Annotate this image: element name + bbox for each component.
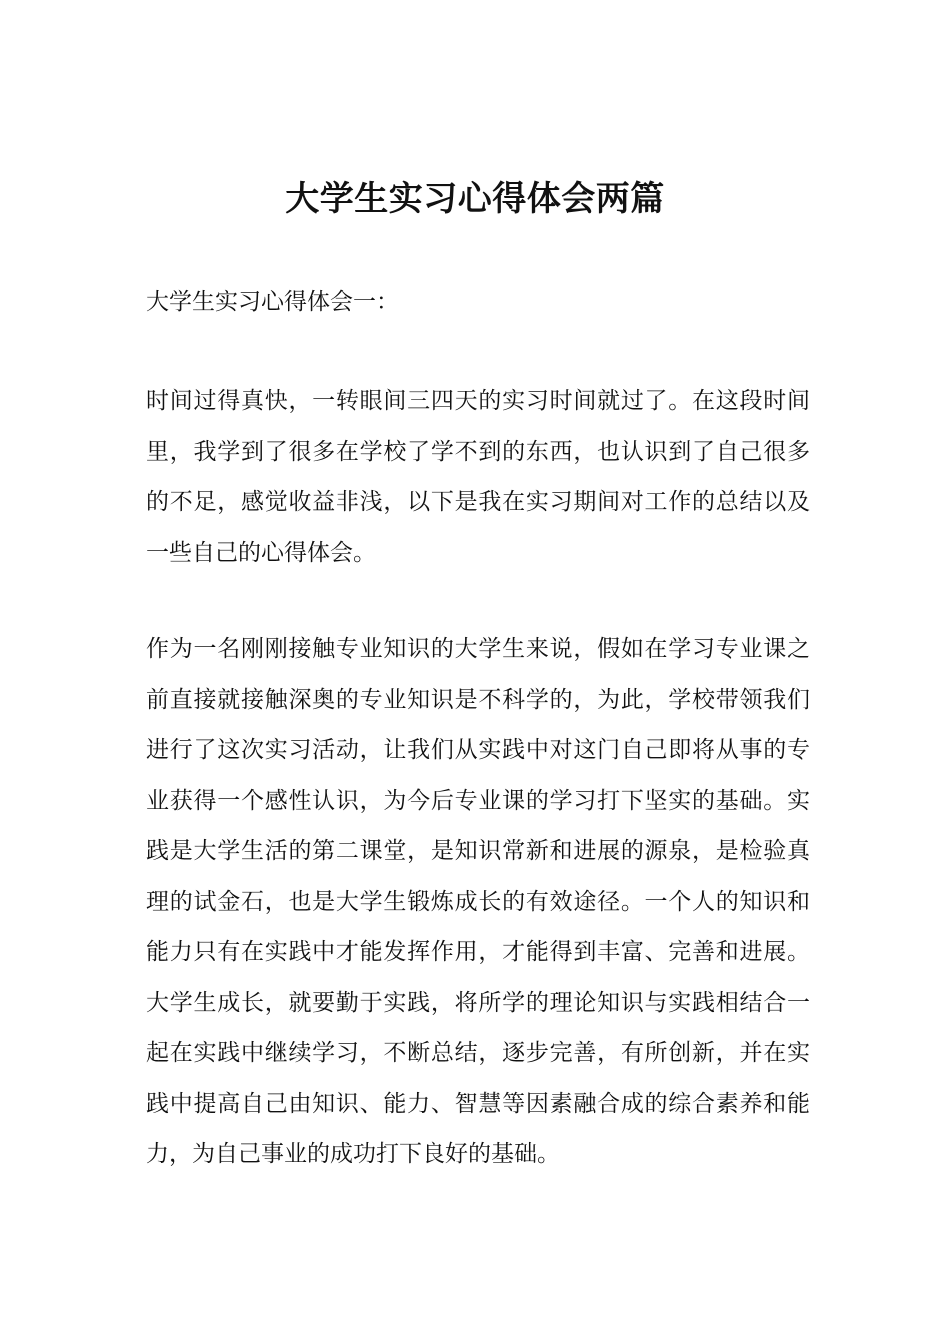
body-paragraph-1: 时间过得真快，一转眼间三四天的实习时间就过了。在这段时间里，我学到了很多在学校了学不到的东西，也认识到了自己很多的不足，感觉收益非浅，以下是我在实习期间对工作的总结以及一些自己的心得体会。 <box>146 388 810 566</box>
body-paragraph-2: 作为一名刚刚接触专业知识的大学生来说，假如在学习专业课之前直接就接触深奥的专业知识是不科学的，为此，学校带领我们进行了这次实习活动，让我们从实践中对这门自己即将从事的专业获得一个感性认识，为今后专业课的学习打下坚实的基础。实践是大学生活的第二课堂，是知识常新和进展的源泉，是检验真理的试金石，也是大学生锻炼成长的有效途径。一个人的知识和能力只有在实践中才能发挥作用，才能得到丰富、完善和进展。大学生成长，就要勤于实践，将所学的理论知识与实践相结合一起在实践中继续学习，不断总结，逐步完善，有所创新，并在实践中提高自己由知识、能力、智慧等因素融合成的综合素养和能力，为自己事业的成功打下良好的基础。 <box>146 636 810 1167</box>
section-heading: 大学生实习心得体会一： <box>146 289 399 315</box>
document-title: 大学生实习心得体会两篇 <box>285 179 665 219</box>
